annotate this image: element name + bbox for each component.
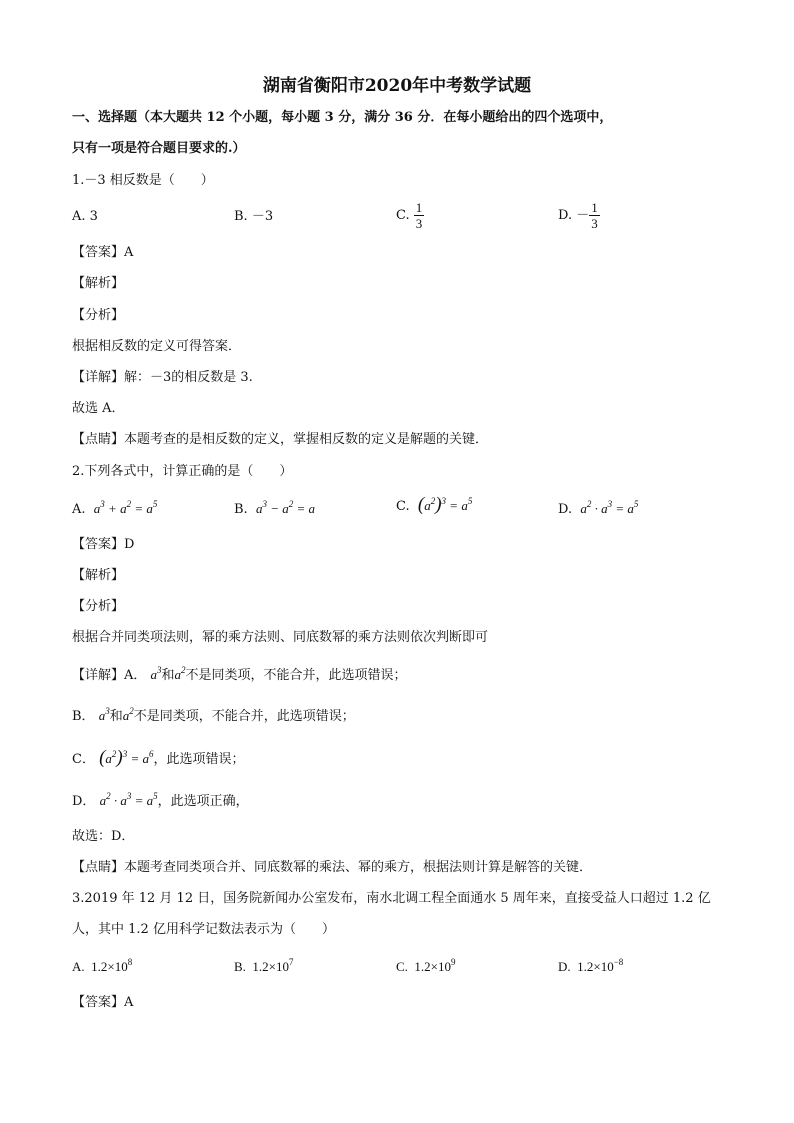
q2-option-a-label: A. [72, 502, 86, 517]
q1-answer: 【答案】A [72, 245, 134, 260]
q2-detail-b: B． $a^3$和$a^2$不是同类项，不能合并，此选项错误； [72, 706, 355, 724]
q3-option-c-label: C. [396, 959, 408, 974]
q3-option-d-base: 1.2×10 [577, 959, 614, 974]
q1-option-c-denominator: 3 [415, 216, 423, 231]
section-heading-line2: 只有一项是符合题目要求的.） [72, 141, 246, 156]
q2-option-b-label: B. [234, 502, 248, 517]
q1-option-c-numerator: 1 [415, 200, 423, 215]
q2-option-d-label: D. [558, 502, 573, 517]
q2-option-d [558, 500, 638, 519]
q3-option-b-label: B. [234, 959, 246, 974]
q2-jiexi: 【解析】 [72, 568, 125, 583]
q2-detail-d-suffix: ，此选项正确， [157, 794, 249, 809]
q2-detail-d: D． $a^2 \cdot a^3 = a^5$，此选项正确， [72, 791, 249, 809]
q2-detail-c: C． $(a^2)^3 = a^6$，此选项错误； [72, 747, 245, 768]
q3-stem-line2: 人，其中 1.2 亿用科学记数法表示为（ ） [72, 922, 335, 937]
q3-option-d-exponent: −8 [613, 957, 624, 967]
q2-option-c-formula: $(a^2)^3 = a^5$ [417, 494, 473, 515]
q1-option-d-fraction [589, 200, 600, 231]
q1-option-c-label: C. [396, 208, 410, 223]
q2-option-a-formula: $a^3 + a^2 = a^5$ [93, 499, 158, 516]
q2-analysis: 根据合并同类项法则，幂的乘方法则、同底数幂的乘方法则依次判断即可 [72, 630, 489, 645]
q3-option-a-base: 1.2×10 [91, 959, 128, 974]
q2-option-a [72, 500, 157, 519]
q1-option-b: B. －3 [234, 209, 274, 224]
q2-choose: 故选：D． [72, 829, 135, 844]
q1-option-c [396, 200, 424, 231]
q1-analysis: 根据相反数的定义可得答案． [72, 339, 242, 354]
q3-option-a [72, 958, 132, 976]
q2-detail-b-mid: 和 [109, 709, 123, 724]
q2-comment: 【点睛】本题考查同类项合并、同底数幂的乘法、幂的乘方，根据法则计算是解答的关键． [72, 860, 593, 875]
q3-option-c-exponent: 9 [451, 957, 456, 967]
q2-answer: 【答案】D [72, 537, 135, 552]
q2-detail-a: 【详解】A． $a^3$和$a^2$不是同类项，不能合并，此选项错误； [72, 665, 407, 683]
q1-stem: 1.－3 相反数是（ ） [72, 173, 214, 188]
q1-option-d-denominator: 3 [591, 216, 598, 231]
q1-detail: 【详解】解：－3的相反数是 3. [72, 370, 253, 385]
q1-option-d-numerator: 1 [591, 200, 598, 215]
q3-option-a-exponent: 8 [127, 957, 133, 967]
q3-answer: 【答案】A [72, 995, 134, 1010]
q1-choose: 故选 A． [72, 401, 125, 416]
q2-detail-b-prefix: B． [72, 709, 95, 724]
page-title: 湖南省衡阳市2020年中考数学试题 [262, 76, 532, 96]
q2-detail-b-suffix: 不是同类项，不能合并，此选项错误； [133, 709, 355, 724]
q2-detail-a-mid: 和 [161, 668, 175, 683]
q1-option-a: A. 3 [72, 209, 98, 224]
q3-option-b-base: 1.2×10 [252, 959, 290, 974]
q2-fenxi: 【分析】 [72, 599, 125, 614]
q2-option-b [234, 500, 315, 519]
q1-jiexi: 【解析】 [72, 276, 125, 291]
q2-option-c-label: C. [396, 499, 410, 514]
q3-option-d-label: D. [558, 959, 571, 974]
q2-stem: 2.下列各式中，计算正确的是（ ） [72, 464, 293, 479]
q3-option-a-label: A. [72, 959, 85, 974]
q2-option-d-formula: $a^2 \cdot a^3 = a^5$ [580, 499, 639, 516]
q3-option-d [558, 958, 623, 976]
q3-stem-line1: 3.2019 年 12 月 12 日，国务院新闻办公室发布，南水北调工程全面通水 5 周年来，直接受益人口超过 1.2 亿 [72, 891, 711, 906]
q1-comment: 【点睛】本题考查的是相反数的定义，掌握相反数的定义是解题的关键． [72, 432, 489, 447]
q3-option-c-base: 1.2×10 [414, 959, 452, 974]
q3-option-b [234, 958, 294, 976]
q2-detail-a-prefix: 【详解】A． [72, 668, 147, 683]
q2-detail-d-prefix: D． [72, 794, 96, 809]
q2-detail-a-suffix: 不是同类项，不能合并，此选项错误； [185, 668, 407, 683]
q2-option-c [396, 496, 472, 516]
q3-option-b-exponent: 7 [289, 957, 294, 967]
q3-option-c [396, 958, 456, 976]
q2-detail-c-suffix: ，此选项错误； [153, 752, 245, 767]
section-heading-line1: 一、选择题（本大题共 12 个小题，每小题 3 分，满分 36 分．在每小题给出的四个选项中， [72, 110, 613, 125]
q2-option-b-formula: $a^3 - a^2 = a$ [255, 499, 316, 516]
q1-option-c-fraction [414, 200, 425, 231]
q1-fenxi: 【分析】 [72, 308, 125, 323]
q1-option-d [558, 200, 600, 231]
q2-detail-c-prefix: C． [72, 752, 95, 767]
q1-option-d-label: D. － [558, 208, 590, 223]
